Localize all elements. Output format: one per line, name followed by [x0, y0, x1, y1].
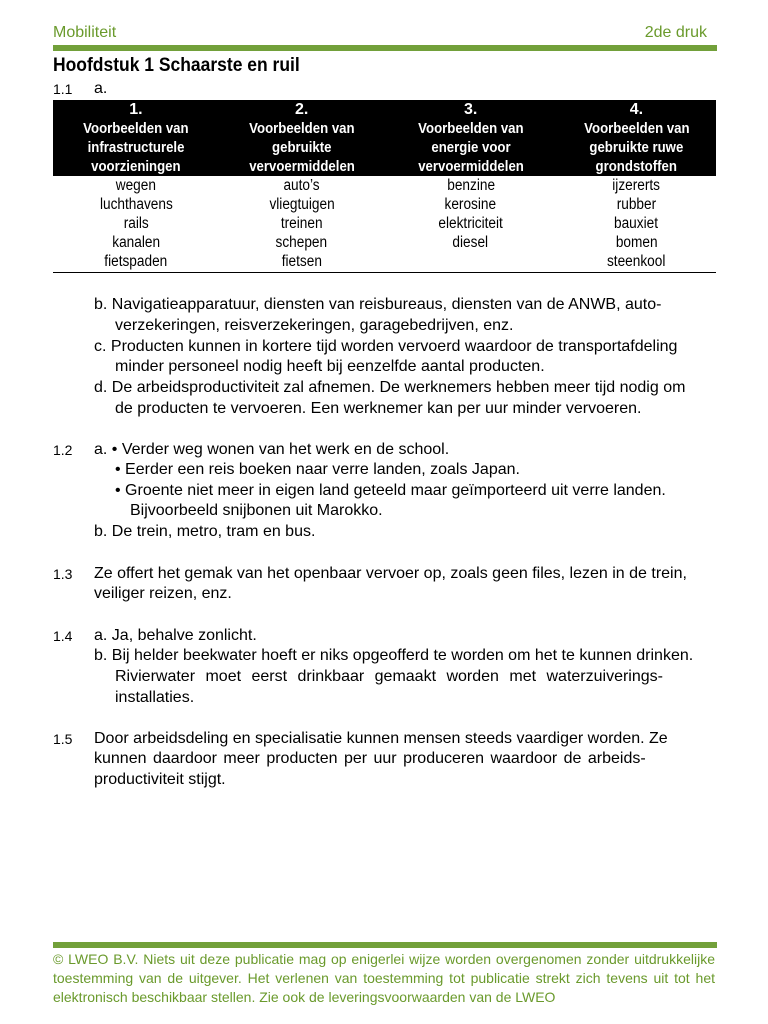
table-cell: bomen — [615, 234, 658, 251]
q1-2-a-line4: Bijvoorbeeld snijbonen uit Marokko. — [130, 502, 383, 519]
table-header-4: 4. Voorbeelden van gebruikte ruwe grondstoffen — [557, 100, 716, 176]
q1-1-c-line1: c. Producten kunnen in kortere tijd worden vervoerd waardoor de transportafdeling — [94, 338, 678, 355]
q1-3-line1: Ze offert het gemak van het openbaar vervoer op, zoals geen files, lezen in de trein, — [94, 565, 687, 582]
q1-1-d-line1: d. De arbeidsproductiviteit zal afnemen. De werknemers hebben meer tijd nodig om — [94, 379, 686, 396]
table-cell: wegen — [115, 177, 156, 194]
table-cell: kerosine — [444, 196, 497, 213]
header-edition: 2de druk — [644, 24, 707, 41]
table-cell: schepen — [275, 234, 328, 251]
table-cell: rails — [123, 215, 149, 232]
table-cell: vliegtuigen — [269, 196, 335, 213]
table-cell: fietsen — [219, 252, 385, 273]
q1-2-b: b. De trein, metro, tram en bus. — [94, 523, 316, 540]
table-row — [53, 176, 716, 195]
q1-1-b-line1: b. Navigatieapparatuur, diensten van reisbureaus, diensten van de ANWB, auto- — [94, 296, 662, 313]
table-header-1: 1. Voorbeelden van infrastructurele voorzieningen — [53, 100, 219, 176]
table-row — [53, 195, 716, 214]
question-number-1-1: 1.1 — [53, 81, 73, 97]
q1-1-b-line2: verzekeringen, reisverzekeringen, garagebedrijven, enz. — [115, 317, 514, 334]
q1-3-line2: veiliger reizen, enz. — [94, 585, 232, 602]
table-header-2: 2. Voorbeelden van gebruikte vervoermiddelen — [219, 100, 385, 176]
q1-2-a-line2: • Eerder een reis boeken naar verre landen, zoals Japan. — [115, 461, 520, 478]
q1-4-b-line3: installaties. — [115, 689, 195, 706]
table-cell: luchthavens — [99, 196, 173, 213]
table-row — [53, 252, 716, 273]
table-cell: bauxiet — [614, 215, 659, 232]
q1-2-a-line1: a. • Verder weg wonen van het werk en de school. — [94, 441, 450, 458]
q1-1-d-line2: de producten te vervoeren. Een werknemer kan per uur minder vervoeren. — [115, 400, 642, 417]
table-cell: diesel — [452, 234, 489, 251]
page-header — [53, 22, 717, 44]
q1-5-line2: kunnen daardoor meer producten per uur produceren waardoor de arbeids- — [94, 750, 646, 767]
chapter-title: Hoofdstuk 1 Schaarste en ruil — [53, 55, 300, 76]
question-number-1-5: 1.5 — [53, 731, 73, 747]
table-cell: auto’s — [283, 177, 320, 194]
table-cell: kanalen — [111, 234, 160, 251]
table-row — [53, 233, 716, 252]
footer-divider — [53, 942, 717, 948]
table-row — [53, 214, 716, 233]
table-cell: benzine — [446, 177, 495, 194]
q1-5-line3: productiviteit stijgt. — [94, 771, 226, 788]
table-cell: fietspaden — [53, 252, 219, 273]
question-number-1-3: 1.3 — [53, 566, 73, 582]
q1-1-c-line2: minder personeel nodig heeft bij eenzelfde aantal producten. — [115, 358, 545, 375]
q1-4-a: a. Ja, behalve zonlicht. — [94, 627, 257, 644]
examples-table — [53, 100, 716, 273]
q1-2-a-line3: • Groente niet meer in eigen land geteeld maar geïmporteerd uit verre landen. — [115, 482, 666, 499]
table-cell: ijzererts — [612, 177, 661, 194]
header-divider — [53, 45, 717, 51]
header-subject: Mobiliteit — [53, 24, 117, 41]
table-cell: steenkool — [557, 252, 716, 273]
question-number-1-2: 1.2 — [53, 442, 73, 458]
question-number-1-4: 1.4 — [53, 628, 73, 644]
q1-4-b-line2: Rivierwater moet eerst drinkbaar gemaakt worden met waterzuiverings- — [115, 668, 663, 685]
q1-5-line1: Door arbeidsdeling en specialisatie kunnen mensen steeds vaardiger worden. Ze — [94, 730, 668, 747]
q1-1-part-a: a. — [94, 80, 108, 97]
table-cell: rubber — [616, 196, 657, 213]
copyright-footer: © LWEO B.V. Niets uit deze publicatie mag op enigerlei wijze worden overgenomen zonder uitdrukkelijke toestemming van de uitgever. Het verlenen van toestemming tot publicatie strekt zich tevens uit tot het elektronisch beschikbaar stellen. Zie ook de leveringsvoorwaarden van de LWEO — [53, 951, 715, 1005]
table-cell: elektriciteit — [438, 215, 503, 232]
table-cell — [385, 252, 557, 273]
table-cell: treinen — [280, 215, 323, 232]
table-header-3: 3. Voorbeelden van energie voor vervoermiddelen — [385, 100, 557, 176]
q1-4-b-line1: b. Bij helder beekwater hoeft er niks opgeofferd te worden om het te kunnen drinken. — [94, 647, 694, 664]
